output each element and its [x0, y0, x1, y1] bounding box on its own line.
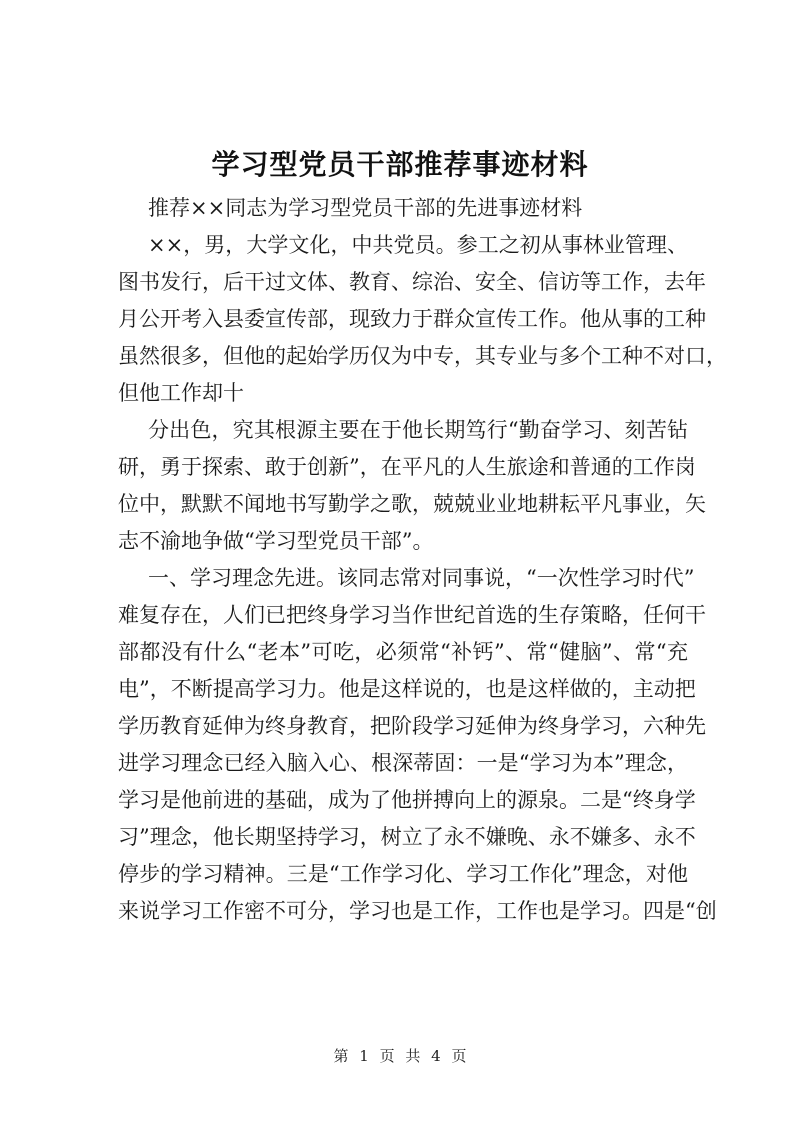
- body-line: 志不渝地争做“学习型党员干部”。: [118, 529, 434, 553]
- document-body: [118, 190, 727, 930]
- body-line: 但他工作却十: [118, 381, 244, 405]
- body-line: 进学习理念已经入脑入心、根深蒂固：一是“学习为本”理念，: [118, 751, 688, 775]
- body-line: 电”，不断提高学习力。他是这样说的，也是这样做的，主动把: [118, 677, 696, 701]
- body-line: 虽然很多，但他的起始学历仅为中专，其专业与多个工种不对口，: [118, 344, 727, 368]
- body-line: 学习是他前进的基础，成为了他拼搏向上的源泉。二是“终身学: [118, 788, 696, 812]
- body-line: 来说学习工作密不可分，学习也是工作，工作也是学习。四是“创: [118, 899, 717, 923]
- body-line: 一、学习理念先进。该同志常对同事说，“一次性学习时代”: [148, 566, 695, 590]
- document-title: 学习型党员干部推荐事迹材料: [211, 148, 589, 181]
- body-line: 学历教育延伸为终身教育，把阶段学习延伸为终身学习，六种先: [118, 714, 706, 738]
- body-line: 图书发行，后干过文体、教育、综治、安全、信访等工作，去年: [118, 270, 706, 294]
- body-line: 停步的学习精神。三是“工作学习化、学习工作化”理念，对他: [118, 862, 688, 886]
- body-line: 习”理念，他长期坚持学习，树立了永不嫌晚、永不嫌多、永不: [118, 825, 696, 849]
- body-line: 分出色，究其根源主要在于他长期笃行“勤奋学习、刻苦钻: [148, 418, 688, 442]
- body-line: 研，勇于探索、敢于创新”，在平凡的人生旅途和普通的工作岗: [118, 455, 696, 479]
- body-line: 推荐××同志为学习型党员干部的先进事迹材料: [148, 196, 583, 220]
- body-line: 月公开考入县委宣传部，现致力于群众宣传工作。他从事的工种: [118, 307, 706, 331]
- body-line: 难复存在，人们已把终身学习当作世纪首选的生存策略，任何干: [118, 603, 706, 627]
- body-line: 部都没有什么“老本”可吃，必须常“补钙”、常“健脑”、常“充: [118, 640, 688, 664]
- page-number-footer: 第 1 页 共 4 页: [333, 1047, 467, 1065]
- body-line: 位中，默默不闻地书写勤学之歌，兢兢业业地耕耘平凡事业，矢: [118, 492, 706, 516]
- body-line: ××，男，大学文化，中共党员。参工之初从事林业管理、: [148, 233, 688, 257]
